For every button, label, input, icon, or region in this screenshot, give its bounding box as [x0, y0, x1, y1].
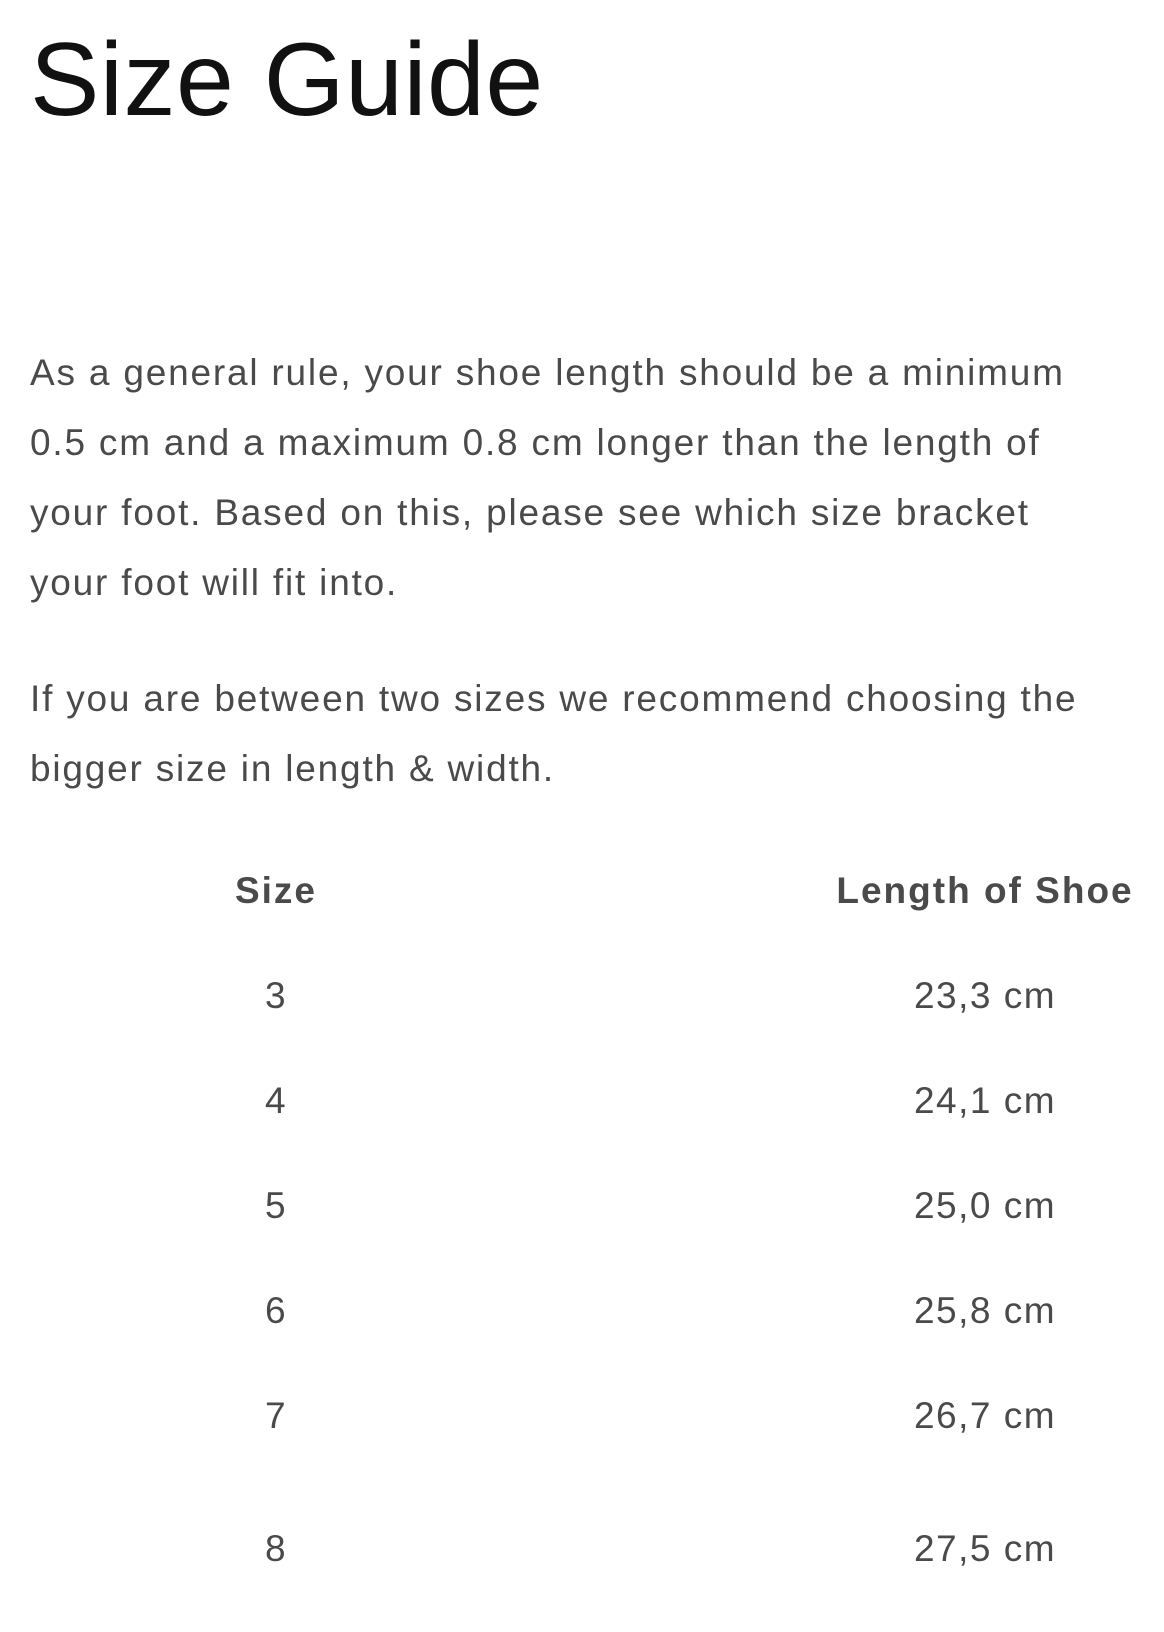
table-row-length: 25,0 cm: [913, 1185, 1057, 1226]
table-row-size: 8: [264, 1528, 288, 1569]
page-title: Size Guide: [30, 22, 544, 138]
table-row-size: 3: [264, 975, 288, 1016]
table-row-size: 7: [264, 1395, 288, 1436]
size-column-header: Size: [234, 870, 318, 911]
sizing-recommendation-paragraph: If you are between two sizes we recommend choosing the bigger size in length & width.: [30, 678, 1078, 789]
table-row-length: 23,3 cm: [913, 975, 1057, 1016]
table-row-size: 4: [264, 1080, 288, 1121]
table-row-length: 27,5 cm: [913, 1528, 1057, 1569]
table-row-size: 6: [264, 1290, 288, 1331]
table-row-length: 25,8 cm: [913, 1290, 1057, 1331]
table-row-size: 5: [264, 1185, 288, 1226]
table-row-length: 26,7 cm: [913, 1395, 1057, 1436]
sizing-rule-paragraph: As a general rule, your shoe length should be a minimum 0.5 cm and a maximum 0.8 cm longer than the length of your foot. Based on this, please see which size bracket your foot will fit into.: [30, 352, 1065, 603]
table-row-length: 24,1 cm: [913, 1080, 1057, 1121]
length-column-header: Length of Shoe: [836, 870, 1134, 911]
